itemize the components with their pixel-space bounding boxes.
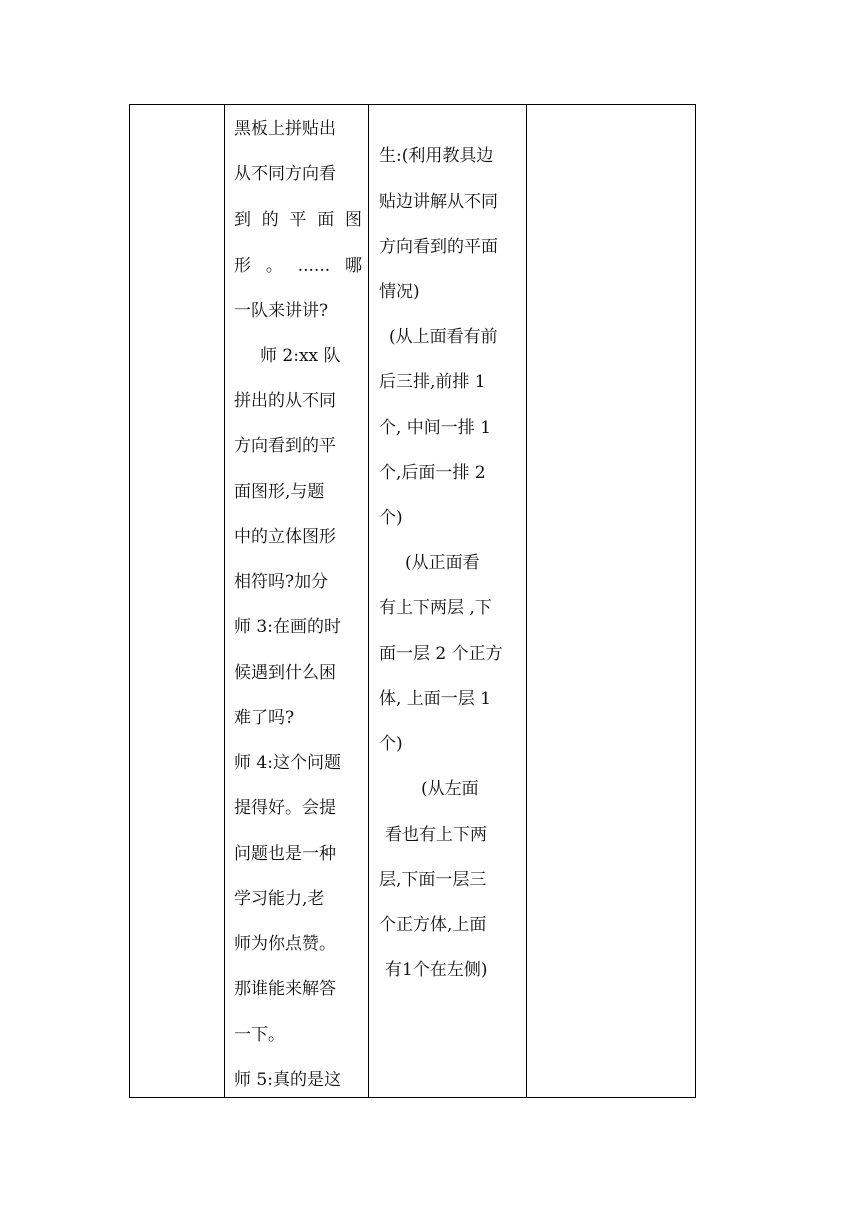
text-line: 中的立体图形 [234, 527, 336, 547]
table-cell-empty-right [530, 105, 694, 1097]
text-line: 有1个在左侧) [385, 960, 488, 980]
text-line: 候遇到什么困 [234, 663, 336, 683]
text-line: 生:(利用教具边 [379, 146, 494, 166]
lesson-table [129, 104, 696, 1098]
text-line: 一下。 [234, 1025, 285, 1045]
text-line: 个,后面一排 2 [379, 463, 486, 483]
column-divider [526, 105, 527, 1097]
text-line: 体, 上面一层 1 [379, 689, 492, 709]
text-line: 形。......哪 [234, 256, 362, 276]
text-line: 看也有上下两 [385, 825, 487, 845]
text-line: 层,下面一层三 [379, 870, 487, 890]
text-line: 个) [379, 508, 403, 528]
text-line: 一队来讲讲? [234, 301, 329, 321]
column-divider [368, 105, 369, 1097]
text-line: 个正方体,上面 [379, 915, 487, 935]
column-divider [224, 105, 225, 1097]
text-line: 那谁能来解答 [234, 979, 336, 999]
text-line: 拼出的从不同 [234, 391, 336, 411]
text-line: (从正面看 [405, 553, 480, 573]
text-line: 师 5:真的是这 [234, 1070, 341, 1090]
text-line: 方向看到的平 [234, 436, 336, 456]
text-line: (从上面看有前 [389, 327, 498, 347]
text-line: 师为你点赞。 [234, 934, 336, 954]
text-line: 情况) [379, 282, 420, 302]
text-line: 个, 中间一排 1 [379, 418, 492, 438]
text-line: 师 3:在画的时 [234, 617, 341, 637]
text-line: 后三排,前排 1 [379, 372, 486, 392]
text-line: 提得好。会提 [234, 798, 336, 818]
text-line: 问题也是一种 [234, 844, 336, 864]
text-line: 贴边讲解从不同 [379, 192, 498, 212]
text-line: 师 4:这个问题 [234, 753, 341, 773]
text-line: 到的平面图 [234, 210, 362, 230]
text-line: 方向看到的平面 [379, 237, 498, 257]
text-line: 面一层 2 个正方 [379, 644, 503, 664]
text-line: 面图形,与题 [234, 482, 325, 502]
text-line: 师 2:xx 队 [260, 346, 341, 366]
text-line: 有上下两层 ,下 [379, 598, 492, 618]
text-line: 从不同方向看 [234, 164, 336, 184]
text-line: 学习能力,老 [234, 889, 325, 909]
table-cell-student-activity [373, 105, 523, 1097]
text-line: 难了吗? [234, 708, 295, 728]
text-line: 相符吗?加分 [234, 572, 329, 592]
table-cell-teacher-activity [228, 105, 365, 1097]
text-line: (从左面 [421, 779, 479, 799]
text-line: 黑板上拼贴出 [234, 119, 336, 139]
text-line: 个) [379, 734, 403, 754]
table-cell-empty-left [130, 105, 224, 1097]
